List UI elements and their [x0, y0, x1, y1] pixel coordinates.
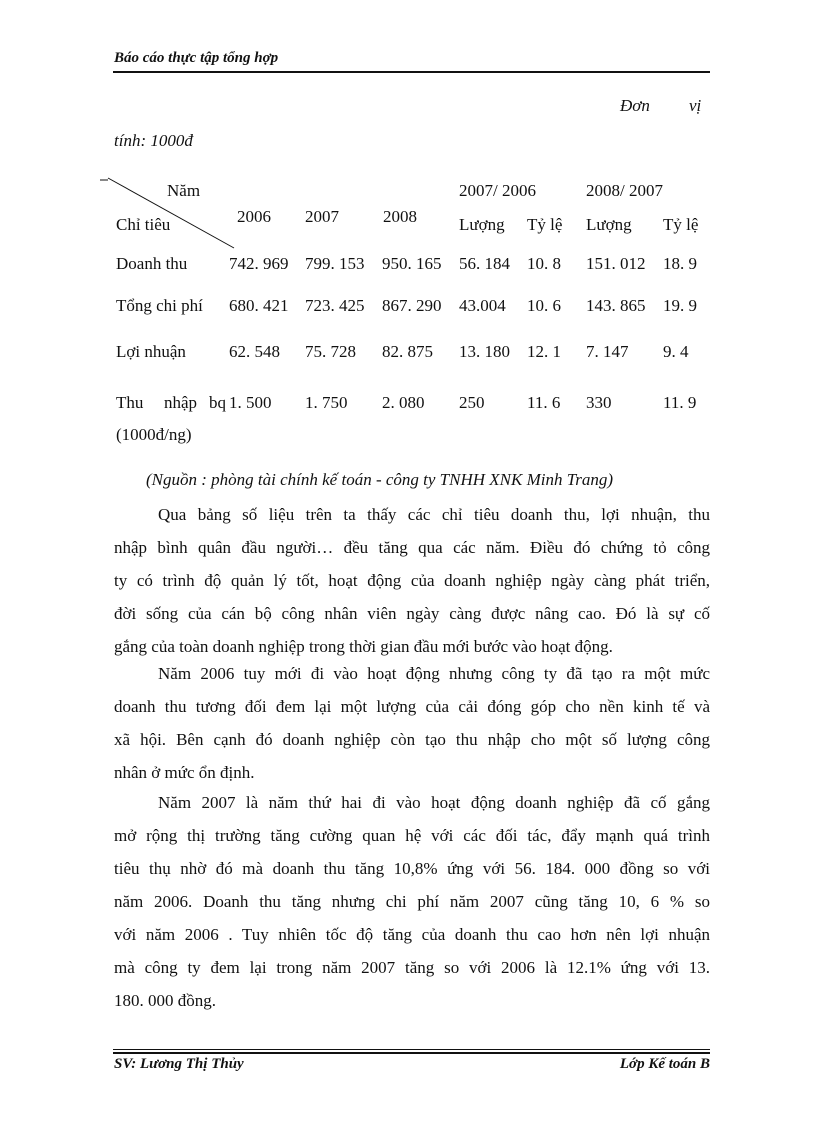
corner-criteria-label: Chỉ tiêu — [116, 215, 171, 234]
cell-2008: 2. 080 — [382, 393, 425, 412]
year-header-2007: 2007 — [305, 207, 339, 226]
row-label: Doanh thu — [116, 254, 188, 273]
cell-amount-2: 330 — [586, 393, 612, 412]
cell-2007: 1. 750 — [305, 393, 348, 412]
sub-header-amount-1: Lượng — [459, 215, 505, 234]
paragraph-line: đời sống của cán bộ công nhân viên ngày càng được nâng cao. Đó là sự cố — [114, 604, 710, 623]
paragraph-line: mà công ty đem lại trong năm 2007 tăng so với 2006 là 12.1% ứng với 13. — [114, 958, 710, 977]
footer-class-name: Lớp Kế toán B — [619, 1056, 710, 1072]
cell-ratio-1: 10. 8 — [527, 254, 561, 273]
cell-amount-2: 151. 012 — [586, 254, 646, 273]
footer-rule-thin — [113, 1049, 710, 1050]
row-label: Lợi nhuận — [116, 342, 186, 361]
page-header-title: Báo cáo thực tập tổng hợp — [114, 50, 279, 66]
paragraph-line: Năm 2006 tuy mới đi vào hoạt động nhưng công ty đã tạo ra một mức — [158, 664, 710, 683]
header-rule — [113, 71, 710, 73]
unit-label-3: tính: 1000đ — [114, 131, 193, 150]
cell-2006: 680. 421 — [229, 296, 289, 315]
paragraph-2 — [114, 657, 710, 789]
footer-rule-thick — [113, 1052, 710, 1054]
paragraph-1 — [114, 498, 710, 663]
cell-2007: 75. 728 — [305, 342, 356, 361]
cell-amount-1: 250 — [459, 393, 485, 412]
cell-ratio-1: 12. 1 — [527, 342, 561, 361]
paragraph-3 — [114, 786, 710, 1017]
paragraph-line: mở rộng thị trường tăng cường quan hệ với các đối tác, đẩy mạnh quá trình — [114, 826, 710, 845]
paragraph-line: ty có trình độ quản lý tốt, hoạt động của doanh nghiệp ngày càng phát triển, — [114, 571, 710, 590]
table-source-note: (Nguồn : phòng tài chính kế toán - công ty TNHH XNK Minh Trang) — [146, 470, 614, 489]
cell-amount-2: 143. 865 — [586, 296, 646, 315]
cell-ratio-2: 11. 9 — [663, 393, 697, 412]
sub-header-ratio-1: Tỷ lệ — [527, 215, 563, 234]
group-header-2008-2007: 2008/ 2007 — [586, 181, 663, 200]
paragraph-line: nhập bình quân đầu người… đều tăng qua các năm. Điều đó chứng tỏ công — [114, 538, 710, 557]
cell-2007: 799. 153 — [305, 254, 365, 273]
unit-label-1: Đơn — [620, 96, 650, 115]
cell-ratio-1: 10. 6 — [527, 296, 561, 315]
cell-2008: 950. 165 — [382, 254, 442, 273]
paragraph-line: Năm 2007 là năm thứ hai đi vào hoạt động doanh nghiệp đã cố gắng — [158, 793, 710, 812]
cell-amount-2: 7. 147 — [586, 342, 629, 361]
cell-2008: 82. 875 — [382, 342, 433, 361]
paragraph-line: với năm 2006 . Tuy nhiên tốc độ tăng của doanh thu cao hơn nên lợi nhuận — [114, 925, 710, 944]
row-label-part-nhap: nhập — [164, 393, 198, 412]
cell-amount-1: 13. 180 — [459, 342, 510, 361]
cell-2008: 867. 290 — [382, 296, 442, 315]
cell-ratio-2: 18. 9 — [663, 254, 697, 273]
cell-2006: 1. 500 — [229, 393, 272, 412]
paragraph-line: năm 2006. Doanh thu tăng nhưng chi phí năm 2007 cũng tăng 10, 6 % so — [114, 892, 710, 911]
row-label-part-thu: Thu — [116, 393, 144, 412]
row-label: Tổng chi phí — [116, 296, 203, 315]
year-header-2008: 2008 — [383, 207, 417, 226]
paragraph-line: doanh thu tương đối đem lại một lượng của cải đóng góp cho nền kinh tế và — [114, 697, 710, 716]
year-header-2006: 2006 — [237, 207, 271, 226]
cell-2006: 62. 548 — [229, 342, 280, 361]
cell-ratio-1: 11. 6 — [527, 393, 561, 412]
paragraph-line: nhân ở mức ổn định. — [114, 763, 255, 782]
cell-ratio-2: 9. 4 — [663, 342, 689, 361]
paragraph-line: xã hội. Bên cạnh đó doanh nghiệp còn tạo thu nhập cho một số lượng công — [114, 730, 710, 749]
sub-header-ratio-2: Tỷ lệ — [663, 215, 699, 234]
cell-amount-1: 56. 184 — [459, 254, 510, 273]
cell-ratio-2: 19. 9 — [663, 296, 697, 315]
cell-2006: 742. 969 — [229, 254, 289, 273]
group-header-2007-2006: 2007/ 2006 — [459, 181, 536, 200]
paragraph-line: Qua bảng số liệu trên ta thấy các chỉ tiêu doanh thu, lợi nhuận, thu — [158, 505, 710, 524]
unit-label-2: vị — [689, 96, 702, 115]
cell-2007: 723. 425 — [305, 296, 365, 315]
cell-amount-1: 43.004 — [459, 296, 506, 315]
paragraph-line: tiêu thụ nhờ đó mà doanh thu tăng 10,8% ứng với 56. 184. 000 đồng so với — [114, 859, 710, 878]
paragraph-line: gắng của toàn doanh nghiệp trong thời gian đầu mới bước vào hoạt động. — [114, 637, 613, 656]
row-label-part-bq: bq — [209, 393, 226, 412]
footer-student-name: SV: Lương Thị Thủy — [114, 1056, 244, 1072]
row-label-unit: (1000đ/ng) — [116, 425, 192, 444]
paragraph-line: 180. 000 đồng. — [114, 991, 216, 1010]
corner-year-label: Năm — [167, 181, 201, 200]
sub-header-amount-2: Lượng — [586, 215, 632, 234]
